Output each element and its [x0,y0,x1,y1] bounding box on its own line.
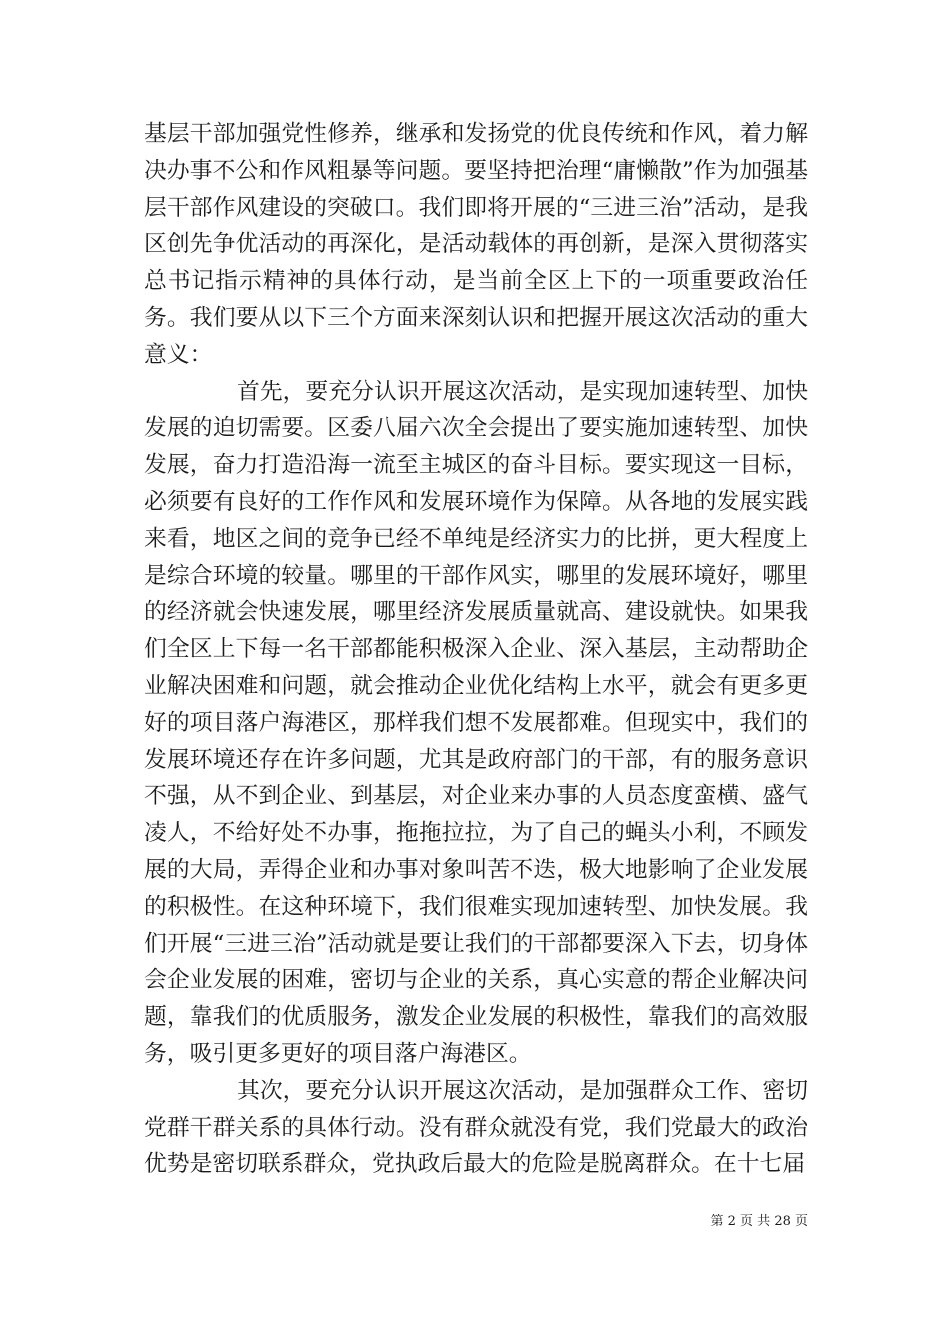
paragraph-3: 其次，要充分认识开展这次活动，是加强群众工作、密切党群干群关系的具体行动。没有群众就没有党，我们党最大的政治优势是密切联系群众，党执政后最大的危险是脱离群众。在十七届 [144,1077,808,1178]
body-text [144,116,808,1183]
paragraph-2: 首先，要充分认识开展这次活动，是实现加速转型、加快发展的迫切需要。区委八届六次全会提出了要实施加速转型、加快发展，奋力打造沿海一流至主城区的奋斗目标。要实现这一目标，必须要有良好的工作作风和发展环境作为保障。从各地的发展实践来看，地区之间的竞争已经不单纯是经济实力的比拼，更大程度上是综合环境的较量。哪里的干部作风实，哪里的发展环境好，哪里的经济就会快速发展，哪里经济发展质量就高、建设就快。如果我们全区上下每一名干部都能积极深入企业、深入基层，主动帮助企业解决困难和问题，就会推动企业优化结构上水平，就会有更多更好的项目落户海港区，那样我们想不发展都难。但现实中，我们的发展环境还存在许多问题，尤其是政府部门的干部，有的服务意识不强，从不到企业、到基层，对企业来办事的人员态度蛮横、盛气凌人，不给好处不办事，拖拖拉拉，为了自己的蝇头小利，不顾发展的大局，弄得企业和办事对象叫苦不迭，极大地影响了企业发展的积极性。在这种环境下，我们很难实现加速转型、加快发展。我们开展“三进三治”活动就是要让我们的干部都要深入下去，切身体会企业发展的困难，密切与企业的关系，真心实意的帮企业解决问题，靠我们的优质服务，激发企业发展的积极性，靠我们的高效服务，吸引更多更好的项目落户海港区。 [144,378,808,1067]
paragraph-1: 基层干部加强党性修养，继承和发扬党的优良传统和作风，着力解决办事不公和作风粗暴等问题。要坚持把治理“庸懒散”作为加强基层干部作风建设的突破口。我们即将开展的“三进三治”活动，是我区创先争优活动的再深化，是活动载体的再创新，是深入贯彻落实总书记指示精神的具体行动，是当前全区上下的一项重要政治任务。我们要从以下三个方面来深刻认识和把握开展这次活动的重大意义： [144,121,808,368]
page-number-footer: 第 2 页 共 28 页 [710,1214,808,1229]
